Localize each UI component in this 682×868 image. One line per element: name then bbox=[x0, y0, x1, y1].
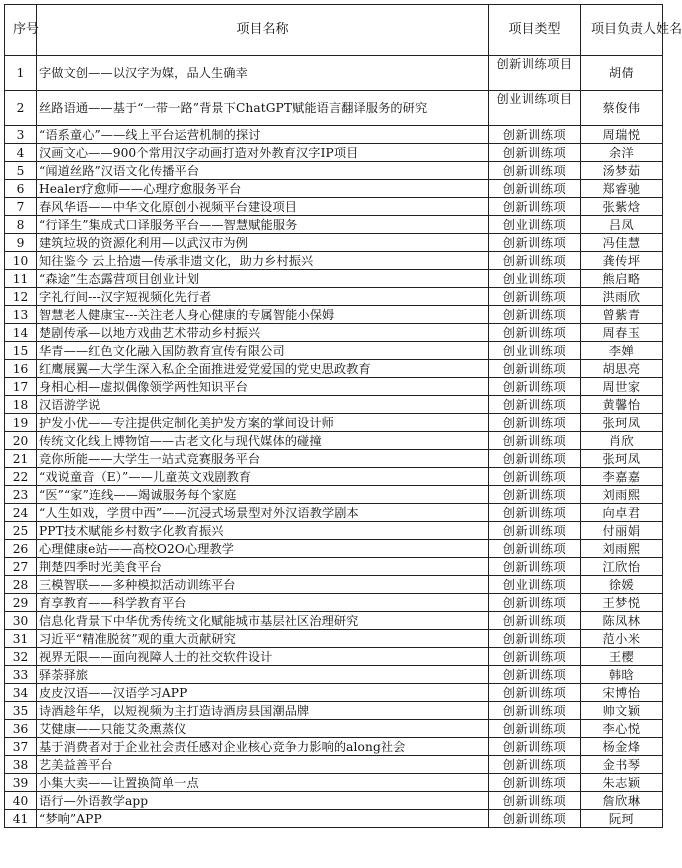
table-row bbox=[5, 162, 663, 180]
project-lead: 洪雨欣 bbox=[581, 288, 663, 306]
project-lead: 吕凤 bbox=[581, 216, 663, 234]
project-lead: 杨金烽 bbox=[581, 738, 663, 756]
table-row bbox=[5, 144, 663, 162]
table-row bbox=[5, 684, 663, 702]
table-row bbox=[5, 774, 663, 792]
header-row bbox=[5, 5, 663, 56]
project-name: 智慧老人健康宝---关注老人身心健康的专属智能小保姆 bbox=[37, 306, 489, 324]
row-number: 16 bbox=[5, 360, 37, 378]
project-type: 创新训练项 bbox=[489, 180, 581, 198]
row-number: 39 bbox=[5, 774, 37, 792]
row-number: 7 bbox=[5, 198, 37, 216]
row-number: 27 bbox=[5, 558, 37, 576]
project-name: 红鹰展翼—大学生深入私企全面推进爱党爱国的党史思政教育 bbox=[37, 360, 489, 378]
table-row bbox=[5, 56, 663, 91]
project-lead: 宋博怡 bbox=[581, 684, 663, 702]
document-page bbox=[4, 4, 682, 828]
row-number: 5 bbox=[5, 162, 37, 180]
project-lead: 詹欣琳 bbox=[581, 792, 663, 810]
project-name: “人生如戏，学贯中西”——沉浸式场景型对外汉语教学剧本 bbox=[37, 504, 489, 522]
project-name: 艺美益善平台 bbox=[37, 756, 489, 774]
project-name: PPT技术赋能乡村数字化教育振兴 bbox=[37, 522, 489, 540]
project-type: 创新训练项 bbox=[489, 558, 581, 576]
project-type: 创新训练项 bbox=[489, 540, 581, 558]
project-name: “闻道丝路”汉语文化传播平台 bbox=[37, 162, 489, 180]
row-number: 3 bbox=[5, 126, 37, 144]
project-type: 创新训练项 bbox=[489, 414, 581, 432]
row-number: 24 bbox=[5, 504, 37, 522]
project-lead: 王梦悦 bbox=[581, 594, 663, 612]
table-row bbox=[5, 504, 663, 522]
project-name: 语行—外语教学app bbox=[37, 792, 489, 810]
project-lead: 周瑞悦 bbox=[581, 126, 663, 144]
table-row bbox=[5, 612, 663, 630]
row-number: 30 bbox=[5, 612, 37, 630]
project-name: 护发小优——专注提供定制化美护发方案的掌间设计师 bbox=[37, 414, 489, 432]
project-name: 汉画文心——900个常用汉字动画打造对外教育汉字IP项目 bbox=[37, 144, 489, 162]
project-name: “医”“家”连线——竭诚服务每个家庭 bbox=[37, 486, 489, 504]
project-lead: 汤梦茹 bbox=[581, 162, 663, 180]
project-type: 创新训练项 bbox=[489, 126, 581, 144]
project-name: 丝路语通——基于“一带一路”背景下ChatGPT赋能语言翻译服务的研究 bbox=[37, 91, 489, 126]
project-lead: 龚传坪 bbox=[581, 252, 663, 270]
project-name: 字做文创——以汉字为媒，品人生确幸 bbox=[37, 56, 489, 91]
project-lead: 王樱 bbox=[581, 648, 663, 666]
project-name: 汉语游学说 bbox=[37, 396, 489, 414]
project-name: “戏说童音（E）”——儿童英文戏剧教育 bbox=[37, 468, 489, 486]
table-row bbox=[5, 126, 663, 144]
row-number: 34 bbox=[5, 684, 37, 702]
project-type: 创新训练项 bbox=[489, 162, 581, 180]
project-type: 创业训练项 bbox=[489, 270, 581, 288]
header-type: 项目类型 bbox=[489, 5, 581, 56]
row-number: 13 bbox=[5, 306, 37, 324]
project-name: 身相心相—虚拟偶像领学两性知识平台 bbox=[37, 378, 489, 396]
project-type: 创业训练项 bbox=[489, 342, 581, 360]
project-type: 创业训练项目 bbox=[489, 91, 581, 126]
project-lead: 黄馨怡 bbox=[581, 396, 663, 414]
project-lead: 徐媛 bbox=[581, 576, 663, 594]
project-type: 创新训练项 bbox=[489, 252, 581, 270]
row-number: 35 bbox=[5, 702, 37, 720]
project-lead: 向卓君 bbox=[581, 504, 663, 522]
project-lead: 周春玉 bbox=[581, 324, 663, 342]
project-lead: 胡思亮 bbox=[581, 360, 663, 378]
project-type: 创新训练项 bbox=[489, 288, 581, 306]
project-type: 创新训练项 bbox=[489, 612, 581, 630]
project-type: 创新训练项 bbox=[489, 378, 581, 396]
table-row bbox=[5, 702, 663, 720]
table-row bbox=[5, 234, 663, 252]
project-name: 字礼行间---汉字短视频化先行者 bbox=[37, 288, 489, 306]
project-lead: 张珂凤 bbox=[581, 450, 663, 468]
table-row bbox=[5, 306, 663, 324]
project-name: 心理健康e站——高校O2O心理教学 bbox=[37, 540, 489, 558]
project-type: 创新训练项 bbox=[489, 792, 581, 810]
header-lead: 项目负责人姓名 bbox=[581, 5, 663, 56]
table-row bbox=[5, 756, 663, 774]
table-row bbox=[5, 324, 663, 342]
row-number: 36 bbox=[5, 720, 37, 738]
project-table bbox=[4, 4, 682, 828]
project-type: 创新训练项 bbox=[489, 810, 581, 828]
project-name: 华青——红色文化融入国防教育宣传有限公司 bbox=[37, 342, 489, 360]
project-type: 创业训练项 bbox=[489, 216, 581, 234]
project-lead: 李嘉嘉 bbox=[581, 468, 663, 486]
project-type: 创新训练项 bbox=[489, 306, 581, 324]
row-number: 26 bbox=[5, 540, 37, 558]
row-number: 23 bbox=[5, 486, 37, 504]
row-number: 22 bbox=[5, 468, 37, 486]
table-row bbox=[5, 216, 663, 234]
row-number: 12 bbox=[5, 288, 37, 306]
table-row bbox=[5, 450, 663, 468]
project-lead: 熊启略 bbox=[581, 270, 663, 288]
project-type: 创新训练项 bbox=[489, 144, 581, 162]
table-row bbox=[5, 810, 663, 828]
project-name: 信息化背景下中华优秀传统文化赋能城市基层社区治理研究 bbox=[37, 612, 489, 630]
project-type: 创新训练项 bbox=[489, 432, 581, 450]
project-lead: 胡倩 bbox=[581, 56, 663, 91]
table-row bbox=[5, 486, 663, 504]
project-name: 习近平“精准脱贫”观的重大贡献研究 bbox=[37, 630, 489, 648]
project-name: 基于消费者对于企业社会责任感对企业核心竞争力影响的along社会 bbox=[37, 738, 489, 756]
row-number: 6 bbox=[5, 180, 37, 198]
table-row bbox=[5, 91, 663, 126]
row-number: 10 bbox=[5, 252, 37, 270]
project-type: 创新训练项 bbox=[489, 594, 581, 612]
project-name: “行译生”集成式口译服务平台——智慧赋能服务 bbox=[37, 216, 489, 234]
project-type: 创新训练项 bbox=[489, 324, 581, 342]
row-number: 8 bbox=[5, 216, 37, 234]
table-row bbox=[5, 270, 663, 288]
project-name: 竞你所能——大学生一站式竞赛服务平台 bbox=[37, 450, 489, 468]
project-name: 诗酒趁年华，以短视频为主打造诗酒房县国潮品牌 bbox=[37, 702, 489, 720]
project-type: 创新训练项 bbox=[489, 486, 581, 504]
table-row bbox=[5, 666, 663, 684]
table-body bbox=[5, 56, 663, 828]
row-number: 29 bbox=[5, 594, 37, 612]
header-no: 序号 bbox=[5, 5, 37, 56]
project-lead: 冯佳慧 bbox=[581, 234, 663, 252]
project-name: 艾健康——只能艾灸熏蒸仪 bbox=[37, 720, 489, 738]
project-lead: 曾紫青 bbox=[581, 306, 663, 324]
table-row bbox=[5, 342, 663, 360]
project-name: 建筑垃圾的资源化利用—以武汉市为例 bbox=[37, 234, 489, 252]
project-name: 传统文化线上博物馆——古老文化与现代媒体的碰撞 bbox=[37, 432, 489, 450]
project-type: 创新训练项 bbox=[489, 198, 581, 216]
row-number: 9 bbox=[5, 234, 37, 252]
row-number: 31 bbox=[5, 630, 37, 648]
project-name: 荆楚四季时光美食平台 bbox=[37, 558, 489, 576]
project-type: 创新训练项 bbox=[489, 738, 581, 756]
project-name: “语系童心”——线上平台运营机制的探讨 bbox=[37, 126, 489, 144]
table-row bbox=[5, 630, 663, 648]
project-type: 创新训练项 bbox=[489, 702, 581, 720]
header-name: 项目名称 bbox=[37, 5, 489, 56]
table-row bbox=[5, 522, 663, 540]
row-number: 2 bbox=[5, 91, 37, 126]
project-lead: 付丽娟 bbox=[581, 522, 663, 540]
table-row bbox=[5, 288, 663, 306]
table-row bbox=[5, 720, 663, 738]
project-lead: 江欣怡 bbox=[581, 558, 663, 576]
row-number: 17 bbox=[5, 378, 37, 396]
project-name: 楚剧传承—以地方戏曲艺术带动乡村振兴 bbox=[37, 324, 489, 342]
row-number: 40 bbox=[5, 792, 37, 810]
project-lead: 周世家 bbox=[581, 378, 663, 396]
project-lead: 范小米 bbox=[581, 630, 663, 648]
table-row bbox=[5, 576, 663, 594]
row-number: 1 bbox=[5, 56, 37, 91]
project-name: 皮皮汉语——汉语学习APP bbox=[37, 684, 489, 702]
project-lead: 韩晗 bbox=[581, 666, 663, 684]
project-lead: 刘雨熙 bbox=[581, 540, 663, 558]
project-name: 视界无限——面向视障人士的社交软件设计 bbox=[37, 648, 489, 666]
project-lead: 朱志颖 bbox=[581, 774, 663, 792]
project-type: 创新训练项 bbox=[489, 774, 581, 792]
project-type: 创新训练项 bbox=[489, 666, 581, 684]
table-row bbox=[5, 468, 663, 486]
table-row bbox=[5, 396, 663, 414]
project-name: 驿荼驿旅 bbox=[37, 666, 489, 684]
row-number: 4 bbox=[5, 144, 37, 162]
project-lead: 张珂凤 bbox=[581, 414, 663, 432]
project-type: 创新训练项 bbox=[489, 234, 581, 252]
project-name: 知往鉴今 云上拾遗—传承非遗文化，助力乡村振兴 bbox=[37, 252, 489, 270]
table-row bbox=[5, 414, 663, 432]
row-number: 25 bbox=[5, 522, 37, 540]
table-row bbox=[5, 792, 663, 810]
project-name: 三模智联——多种模拟活动训练平台 bbox=[37, 576, 489, 594]
project-name: “森途”生态露营项目创业计划 bbox=[37, 270, 489, 288]
row-number: 21 bbox=[5, 450, 37, 468]
table-row bbox=[5, 648, 663, 666]
row-number: 15 bbox=[5, 342, 37, 360]
project-lead: 肖欣 bbox=[581, 432, 663, 450]
project-type: 创业训练项 bbox=[489, 576, 581, 594]
table-row bbox=[5, 738, 663, 756]
row-number: 41 bbox=[5, 810, 37, 828]
table-row bbox=[5, 432, 663, 450]
project-type: 创新训练项 bbox=[489, 450, 581, 468]
row-number: 33 bbox=[5, 666, 37, 684]
project-name: Healer疗愈师——心理疗愈服务平台 bbox=[37, 180, 489, 198]
row-number: 19 bbox=[5, 414, 37, 432]
project-type: 创新训练项 bbox=[489, 468, 581, 486]
project-type: 创新训练项 bbox=[489, 522, 581, 540]
table-row bbox=[5, 180, 663, 198]
project-type: 创新训练项 bbox=[489, 720, 581, 738]
table-row bbox=[5, 594, 663, 612]
row-number: 14 bbox=[5, 324, 37, 342]
project-lead: 帅文颖 bbox=[581, 702, 663, 720]
project-name: “梦响”APP bbox=[37, 810, 489, 828]
project-name: 春风华语——中华文化原创小视频平台建设项目 bbox=[37, 198, 489, 216]
project-lead: 郑睿驰 bbox=[581, 180, 663, 198]
project-type: 创新训练项 bbox=[489, 360, 581, 378]
table-row bbox=[5, 252, 663, 270]
row-number: 38 bbox=[5, 756, 37, 774]
project-name: 小集大卖——让置换简单一点 bbox=[37, 774, 489, 792]
project-type: 创新训练项 bbox=[489, 756, 581, 774]
project-lead: 陈凤林 bbox=[581, 612, 663, 630]
project-lead: 余洋 bbox=[581, 144, 663, 162]
project-lead: 李婵 bbox=[581, 342, 663, 360]
project-type: 创新训练项目 bbox=[489, 56, 581, 91]
project-type: 创新训练项 bbox=[489, 630, 581, 648]
table-row bbox=[5, 540, 663, 558]
row-number: 18 bbox=[5, 396, 37, 414]
table-row bbox=[5, 558, 663, 576]
project-type: 创新训练项 bbox=[489, 684, 581, 702]
project-lead: 张紫焓 bbox=[581, 198, 663, 216]
project-lead: 刘雨熙 bbox=[581, 486, 663, 504]
row-number: 11 bbox=[5, 270, 37, 288]
project-type: 创新训练项 bbox=[489, 396, 581, 414]
table-row bbox=[5, 198, 663, 216]
row-number: 28 bbox=[5, 576, 37, 594]
project-lead: 蔡俊伟 bbox=[581, 91, 663, 126]
row-number: 20 bbox=[5, 432, 37, 450]
row-number: 37 bbox=[5, 738, 37, 756]
row-number: 32 bbox=[5, 648, 37, 666]
project-lead: 李心悦 bbox=[581, 720, 663, 738]
project-name: 育享教育——科学教育平台 bbox=[37, 594, 489, 612]
table-row bbox=[5, 360, 663, 378]
project-lead: 阮珂 bbox=[581, 810, 663, 828]
project-lead: 金书琴 bbox=[581, 756, 663, 774]
project-type: 创新训练项 bbox=[489, 648, 581, 666]
project-type: 创新训练项 bbox=[489, 504, 581, 522]
table-row bbox=[5, 378, 663, 396]
